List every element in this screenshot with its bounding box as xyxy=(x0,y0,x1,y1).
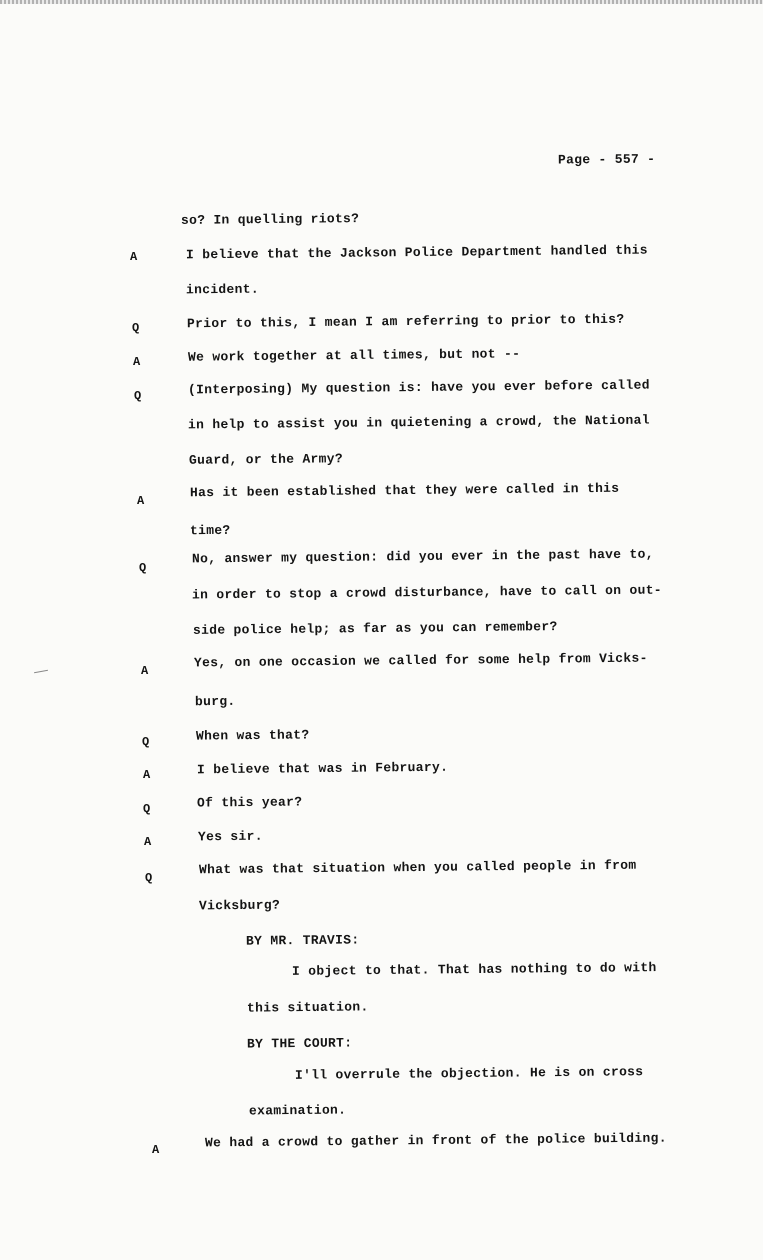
line-text: Has it been established that they were called in this xyxy=(189,480,620,501)
speaker-label: Q xyxy=(142,735,150,749)
speaker-label: Q xyxy=(145,871,153,885)
line-text: this situation. xyxy=(246,999,369,1016)
line-text: incident. xyxy=(185,281,259,298)
speaker-label: Q xyxy=(139,561,147,575)
line-text: What was that situation when you called people in from xyxy=(198,857,637,878)
line-text: We had a crowd to gather in front of the police building. xyxy=(204,1130,667,1151)
line-text: When was that? xyxy=(195,727,310,744)
line-text: Of this year? xyxy=(196,794,303,811)
speaker-label: Q xyxy=(134,389,142,403)
line-text: examination. xyxy=(248,1102,347,1119)
margin-mark xyxy=(34,670,48,673)
speaker-label: A xyxy=(143,768,151,782)
line-text: burg. xyxy=(194,693,236,710)
line-text: I believe that the Jackson Police Department handled this xyxy=(185,242,648,263)
line-text: (Interposing) My question is: have you ever before called xyxy=(187,377,650,398)
line-text: I object to that. That has nothing to do with xyxy=(291,960,657,979)
speaker-label: A xyxy=(144,835,152,849)
speaker-label: A xyxy=(152,1143,160,1157)
line-text: BY THE COURT: xyxy=(246,1035,353,1052)
line-text: BY MR. TRAVIS: xyxy=(245,932,360,949)
line-text: Yes sir. xyxy=(197,828,263,845)
speaker-label: A xyxy=(137,494,145,508)
line-text: side police help; as far as you can remember? xyxy=(192,619,558,638)
line-text: in order to stop a crowd disturbance, have to call on out- xyxy=(191,582,662,603)
scan-top-edge xyxy=(0,0,763,4)
line-text: Vicksburg? xyxy=(198,897,281,914)
line-text: time? xyxy=(189,522,231,539)
line-text: Guard, or the Army? xyxy=(188,451,344,468)
line-text: so? In quelling riots? xyxy=(180,211,360,228)
line-text: Prior to this, I mean I am referring to prior to this? xyxy=(186,311,625,332)
speaker-label: A xyxy=(130,250,138,264)
line-text: in help to assist you in quietening a crowd, the National xyxy=(187,412,650,433)
line-text: No, answer my question: did you ever in the past have to, xyxy=(191,546,654,567)
line-text: Yes, on one occasion we called for some help from Vicks- xyxy=(193,650,648,671)
speaker-label: Q xyxy=(143,802,151,816)
speaker-label: A xyxy=(133,355,141,369)
page-header: Page - 557 - xyxy=(557,151,656,168)
line-text: We work together at all times, but not -- xyxy=(187,346,521,365)
line-text: I'll overrule the objection. He is on cross xyxy=(294,1064,644,1083)
speaker-label: A xyxy=(141,664,149,678)
line-text: I believe that was in February. xyxy=(196,759,449,778)
speaker-label: Q xyxy=(132,321,140,335)
